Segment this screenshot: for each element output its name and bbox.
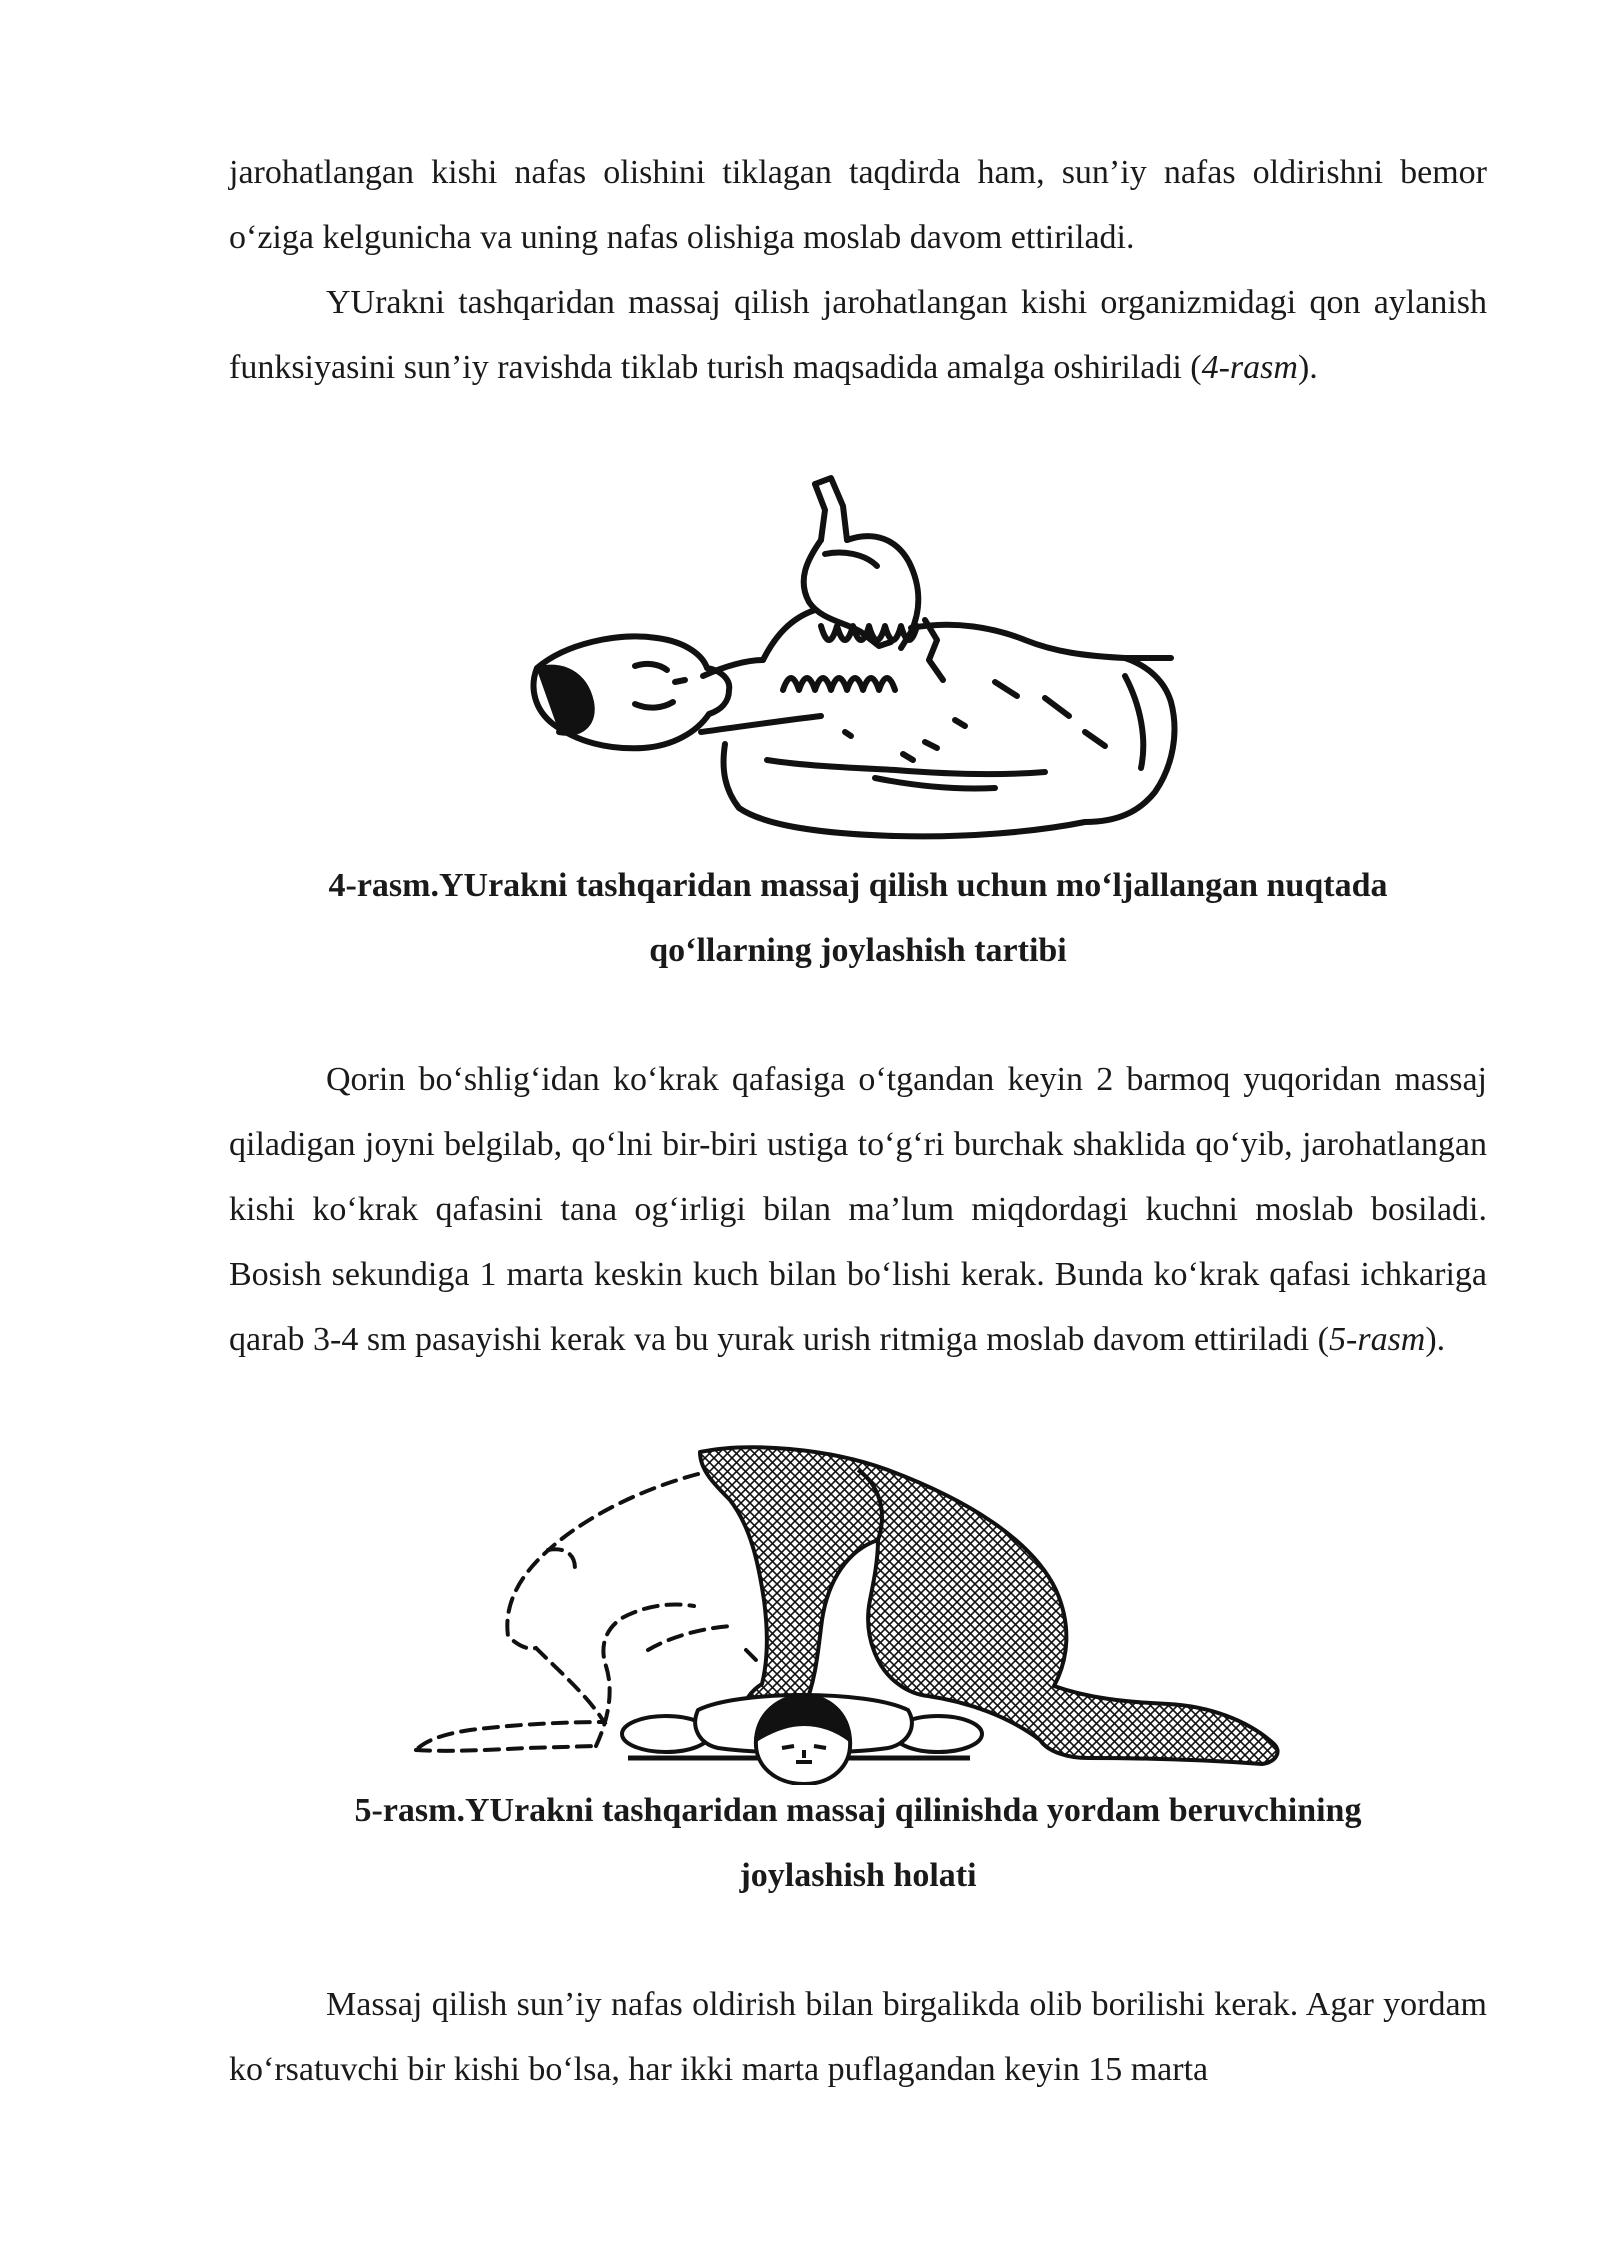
paragraph-3 (229, 1047, 1487, 1372)
figure-4-caption-line-1: 4-rasm.YUrakni tashqaridan massaj qilish uchun mo‘ljallangan nuqtada (328, 867, 1388, 904)
figure-reference-5: 5-rasm (1329, 1321, 1426, 1358)
figure-reference-4: 4-rasm (1201, 349, 1298, 386)
figure-5-caption (229, 1778, 1487, 1908)
paragraph-2-text: YUrakni tashqaridan massaj qilish jarohatlangan kishi organizmidagi qon aylanish funksiyasini sun’iy ravishda tiklab turish maqsadida amalga oshiriladi ( (229, 284, 1487, 386)
paragraph-2-end: ). (1297, 349, 1318, 386)
paragraph-2 (229, 270, 1487, 400)
figure-4-illustration (525, 470, 1205, 845)
paragraph-4: Massaj qilish sun’iy nafas oldirish bilan birgalikda olib borilishi kerak. Agar yordam ko‘rsatuvchi bir kishi bo‘lsa, har ikki marta puflagandan keyin 15 marta (229, 1986, 1487, 2088)
paragraph-3-text: Qorin bo‘shlig‘idan ko‘krak qafasiga o‘tgandan keyin 2 barmoq yuqoridan massaj qiladigan joyni belgilab, qo‘lni bir-biri ustiga to‘g‘ri burchak shaklida qo‘yib, jarohatlangan kishi ko‘krak qafasini tana og‘irligi bilan ma’lum miqdordagi kuchni moslab bosiladi. Bosish sekundiga 1 marta keskin kuch bilan bo‘lishi kerak. Bunda ko‘krak qafasi ichkariga qarab 3-4 sm pasayishi kerak va bu yurak urish ritmiga moslab davom ettiriladi ( (229, 1061, 1487, 1358)
figure-4-caption (229, 853, 1487, 983)
figure-4-caption-line-2: qo‘llarning joylashish tartibi (649, 932, 1067, 969)
figure-5-caption-line-2: joylashish holati (739, 1857, 977, 1894)
paragraph-3-end: ). (1425, 1321, 1446, 1358)
paragraph-1: jarohatlangan kishi nafas olishini tiklagan taqdirda ham, sun’iy nafas oldirishni bemor o‘ziga kelgunicha va uning nafas olishiga moslab davom ettiriladi. (229, 154, 1487, 256)
figure-5-caption-line-1: 5-rasm.YUrakni tashqaridan massaj qilinishda yordam beruvchining (354, 1792, 1362, 1829)
figure-5-illustration (408, 1440, 1308, 1785)
